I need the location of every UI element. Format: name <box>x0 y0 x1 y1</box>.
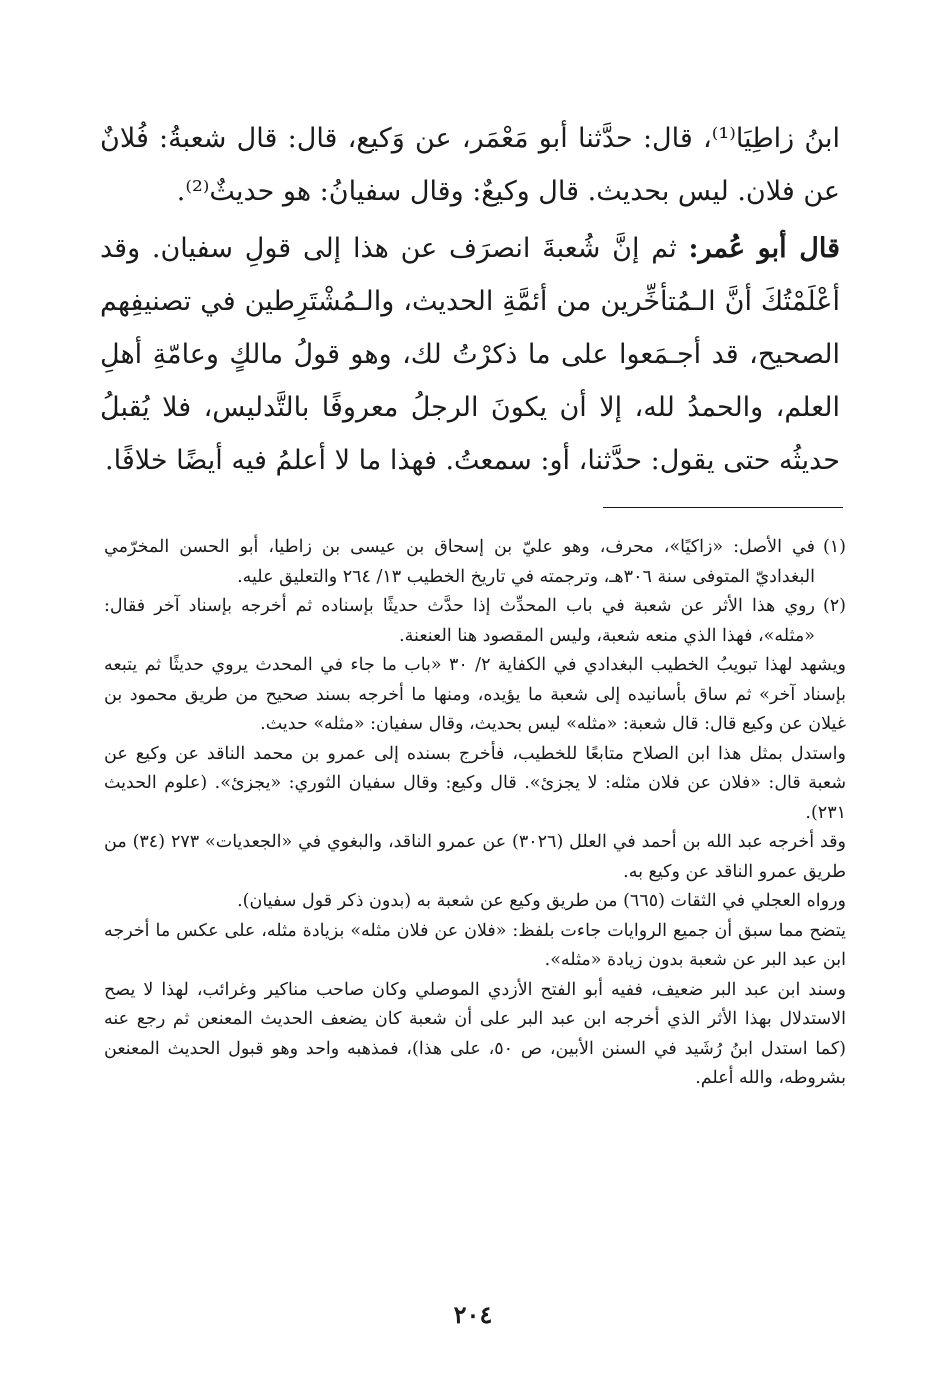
footnote-paragraph: ورواه العجلي في الثقات (٦٦٥) من طريق وكيع عن شعبة به (بدون ذكر قول سفيان). <box>237 891 846 911</box>
footnote-paragraph: يتضح مما سبق أن جميع الروايات جاءت بلفظ: «فلان عن فلان مثله» بزيادة مثله، على عكس ما أخرجه ابن عبد البر عن شعبة بدون زيادة «مثله». <box>104 920 846 970</box>
footnote-1 <box>104 533 846 592</box>
footnote-1-number: (١) <box>822 537 846 557</box>
footnote-2-number: (٢) <box>822 596 846 616</box>
main-paragraph-2 <box>100 222 840 487</box>
footnote-paragraph: وسند ابن عبد البر ضعيف، ففيه أبو الفتح الأزدي الموصلي وكان صاحب مناكير وغرائب، لهذا لا يصح الاستدلال بهذا الأثر الذي أخرجه ابن عبد البر على أن شعبة كان يضعف الحديث المعنعن ثم رجع عنه (كما استدل ابنُ رُشَيد في السنن الأبين، ص ٥٠، على هذا)، فمذهبه واحد وهو قبول الحديث المعنعن بشروطه، والله أعلم. <box>104 979 846 1088</box>
footnotes <box>104 533 846 1094</box>
main-paragraph-2-text: ثم إنَّ شُعبةَ انصرَف عن هذا إلى قولِ سفيان. وقد أعْلَمْتُكَ أنَّ الـمُتأخِّرين من أئمَّةِ الحديث، والـمُشْتَرِطين في تصنيفِهم الصحيح، قد أجـمَعوا على ما ذكرْتُ لك، وهو قولُ مالكٍ وعامّةِ أهلِ العلم، والحمدُ لله، إلا أن يكونَ الرجلُ معروفًا بالتَّدليس، فلا يُقبلُ حديثُه حتى يقول: حدَّثنا، أو: سمعتُ. فهذا ما لا أعلمُ فيه أيضًا خلافًا. <box>100 233 840 476</box>
footnote-1-text: في الأصل: «زاكيًا»، محرف، وهو عليّ بن إسحاق بن عيسى بن زاطيا، أبو الحسن المخرّمي البغداديّ المتوفى سنة ٣٠٦هـ، وترجمته في تاريخ الخطيب ١٣/ ٢٦٤ والتعليق عليه. <box>104 537 815 587</box>
footnote-paragraph: واستدل بمثل هذا ابن الصلاح متابعًا للخطيب، فأخرج بسنده إلى عمرو بن محمد الناقد عن وكيع عن شعبة قال: «فلان عن فلان مثله: لا يجزئ». قال وكيع: وقال سفيان الثوري: «يجزئ». (علوم الحديث ٢٣١). <box>104 743 846 823</box>
footnote-paragraph: وقد أخرجه عبد الله بن أحمد في العلل (٣٠٢٦) عن عمرو الناقد، والبغوي في «الجعديات» ٢٧٣ (٣٤) من طريق عمرو الناقد عن وكيع به. <box>104 832 846 882</box>
main-text <box>100 112 840 487</box>
footnote-separator <box>603 507 843 508</box>
footnote-paragraph: ويشهد لهذا تبويبُ الخطيب البغدادي في الكفاية ٢/ ٣٠ «باب ما جاء في المحدث يروي حديثًا ثم يتبعه بإسناد آخر» ثم ساق بأسانيده إلى شعبة ما يؤيده، ومنها ما أخرجه بسند صحيح من طريق محمود بن غيلان عن وكيع قال: قال شعبة: «مثله» ليس بحديث، وقال سفيان: «مثله» حديث. <box>104 655 846 734</box>
footnote-2-text: روي هذا الأثر عن شعبة في باب المحدِّث إذا حدَّث حديثًا بإسناده ثم أخرجه بإسناد آخر فقال: «مثله»، فهذا الذي منعه شعبة، وليس المقصود هنا العنعنة. <box>104 596 815 646</box>
main-paragraph-1: ابنُ زاطِيَا⁽¹⁾، قال: حدَّثنا أبو مَعْمَر، عن وَكيع، قال: قال شعبةُ: فُلانٌ عن فلان. ليس بحديث. قال وكيعٌ: وقال سفيانُ: هو حديثٌ⁽²⁾. <box>100 123 841 207</box>
speaker-label: قال أبو عُمر: <box>688 233 840 264</box>
footnote-2 <box>104 592 846 651</box>
page-number: ٢٠٤ <box>453 1300 493 1329</box>
